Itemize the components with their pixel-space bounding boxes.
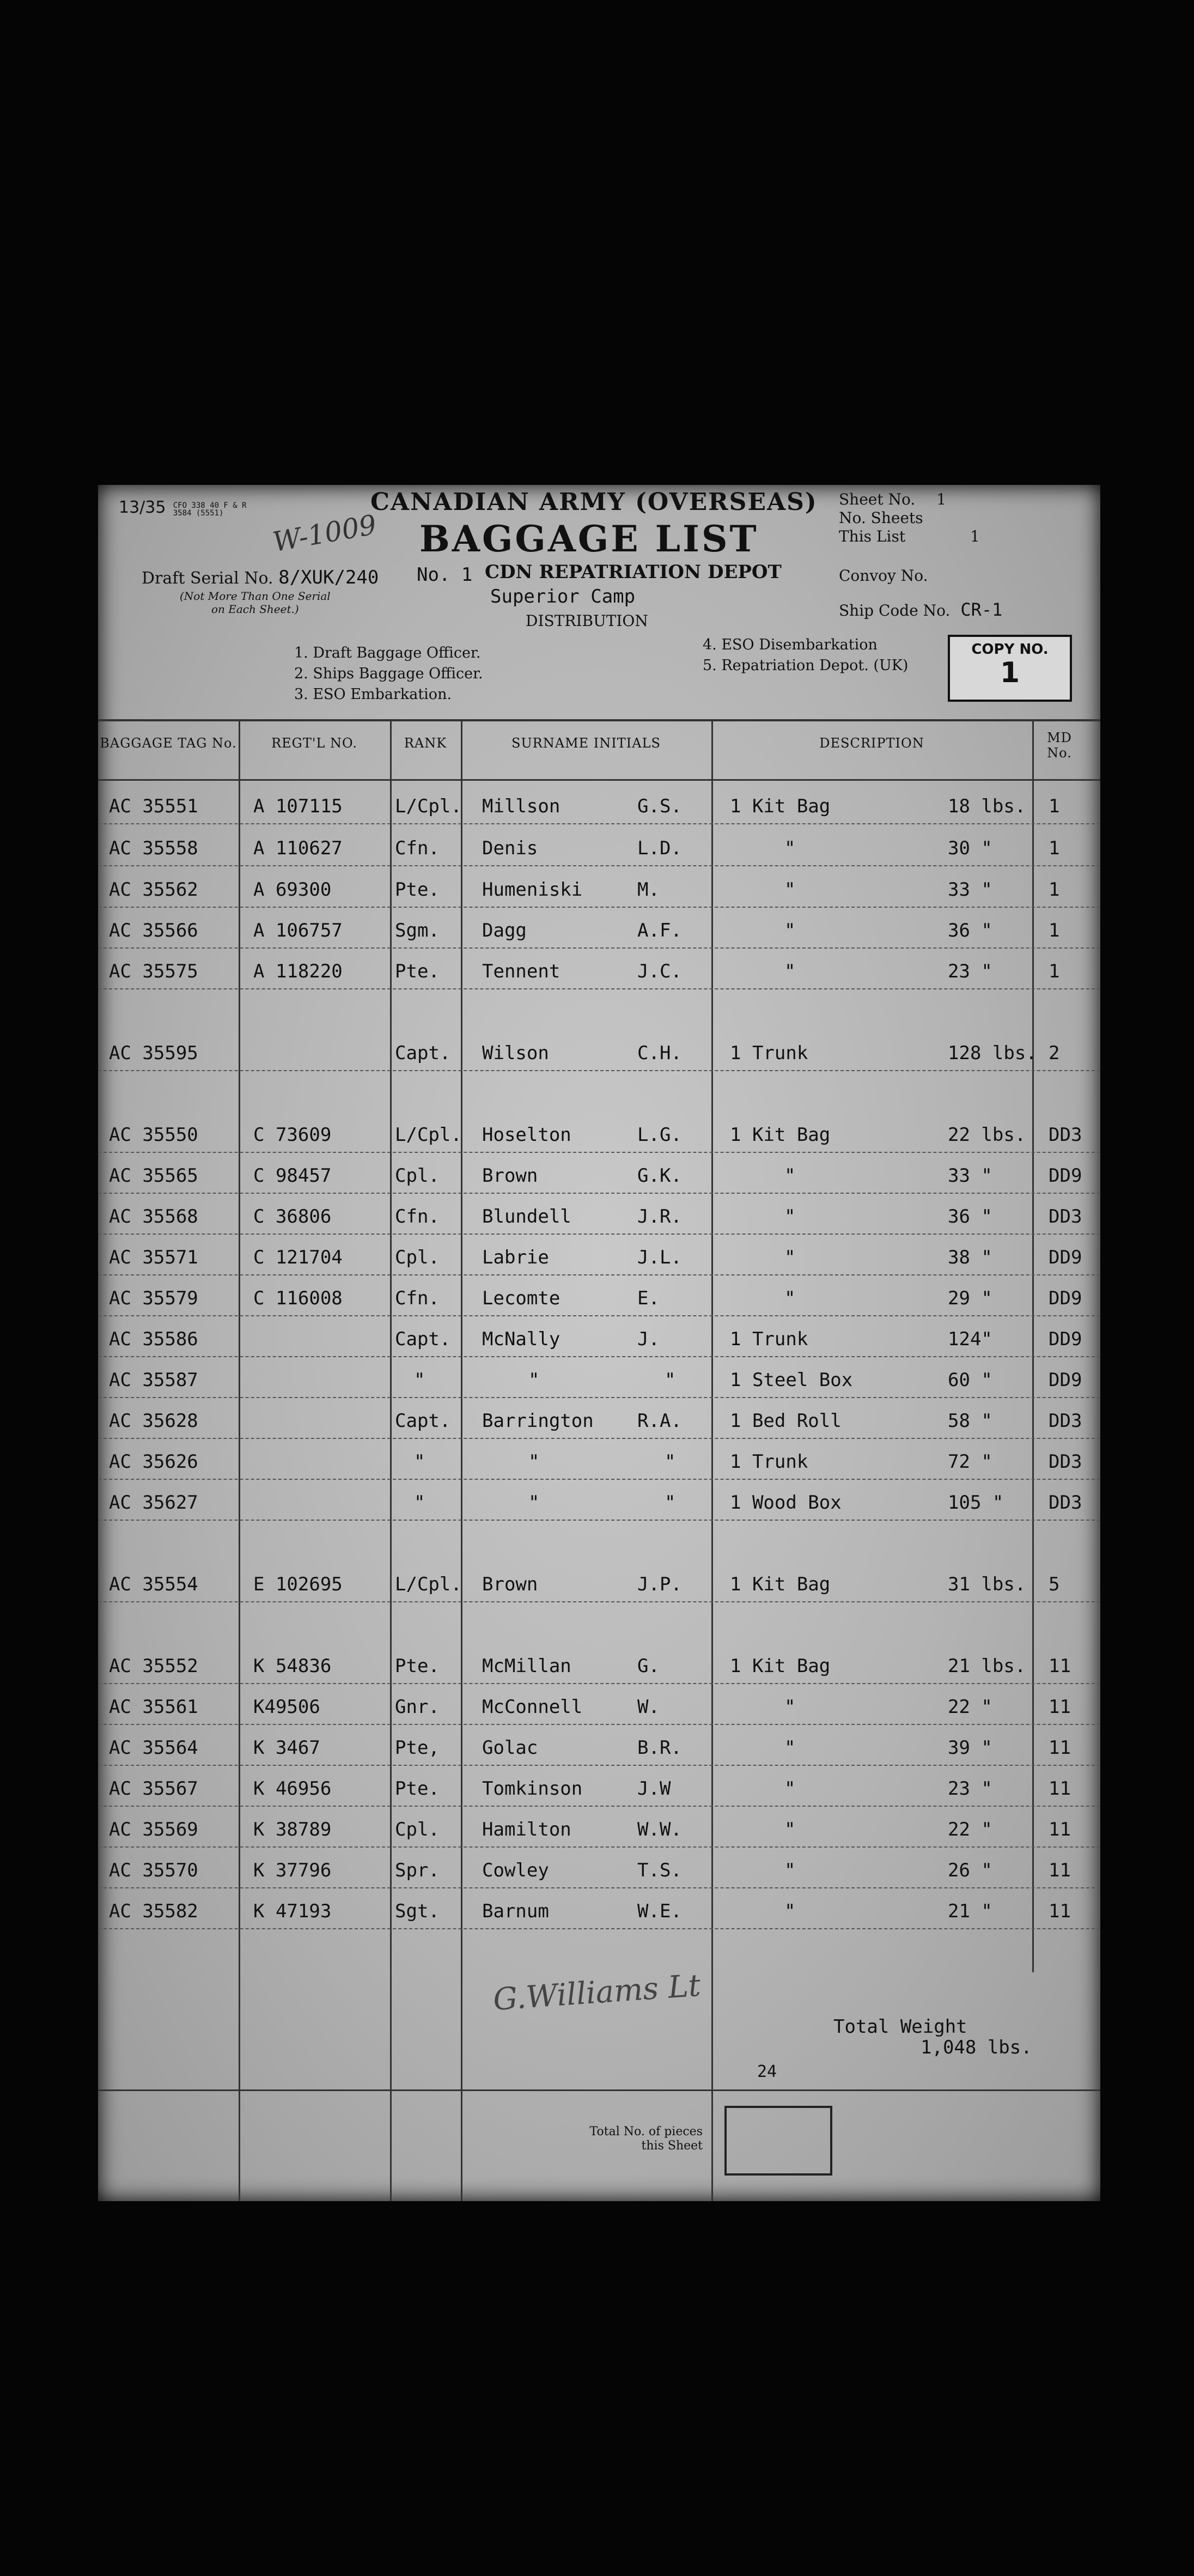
table-row [98,912,1100,950]
row-rule [98,1193,1100,1194]
cell-regt: C 98457 [253,1165,332,1187]
cell-description: 1 Kit Bag [730,1573,831,1595]
cell-rank: Capt. [395,1410,451,1432]
cell-description: " [784,1247,796,1268]
cell-initials: G.K. [637,1165,682,1187]
cell-md: 1 [1049,961,1060,982]
cell-regt: A 69300 [253,879,332,901]
cell-weight: 124" [948,1328,992,1350]
row-rule [98,1520,1100,1521]
header-bottom-rule [98,779,1100,781]
cell-tag: AC 35586 [109,1328,198,1350]
distribution-item-1: 1. Draft Baggage Officer. [294,645,481,661]
convoy-no-label: Convoy No. [839,567,928,585]
row-rule [98,1315,1100,1316]
col-header-md: MD No. [1047,730,1072,761]
cell-description: 1 Wood Box [730,1492,842,1514]
cell-rank: Spr. [395,1860,440,1881]
cell-surname: Cowley [482,1860,549,1881]
cell-initials: G. [637,1655,660,1677]
cell-weight: 22 " [948,1819,992,1840]
cell-surname: Brown [482,1165,538,1187]
cell-md: DD3 [1049,1410,1082,1432]
cell-rank: L/Cpl. [395,1573,462,1595]
cell-weight: 22 " [948,1696,992,1718]
cell-rank: Sgm. [395,920,440,941]
cell-initials: R.A. [637,1410,682,1432]
cell-rank: Capt. [395,1328,451,1350]
cell-surname: McConnell [482,1696,583,1718]
cell-description: " [784,1287,796,1309]
sheet-no [839,490,946,508]
table-row [98,1320,1100,1358]
cell-description: " [784,1165,796,1187]
cell-tag: AC 35575 [109,961,198,982]
cell-weight: 39 " [948,1737,992,1759]
cell-tag: AC 35570 [109,1860,198,1881]
cell-description: 1 Trunk [730,1328,808,1350]
cell-regt: K 46956 [253,1778,332,1800]
total-pieces-label-1: Total No. of pieces [589,2125,703,2138]
baggage-list-sheet [98,485,1100,2201]
row-rule [98,1806,1100,1807]
cell-tag: AC 35564 [109,1737,198,1759]
cell-initials: " [665,1451,676,1473]
cell-rank: Cfn. [395,1206,440,1228]
cell-surname: Wilson [482,1042,549,1064]
cell-surname: Hamilton [482,1819,571,1840]
cell-description: 1 Kit Bag [730,1124,831,1146]
depot-name: CDN REPATRIATION DEPOT [485,561,782,583]
cell-weight: 21 lbs. [948,1655,1026,1677]
camp-name: Superior Camp [490,586,636,607]
sheet-no-value: 1 [936,490,947,508]
sheet-no-label: Sheet No. [839,490,916,508]
cell-regt: E 102695 [253,1573,343,1595]
cell-surname: Millson [482,795,561,817]
table-row [98,829,1100,867]
cell-regt: K 38789 [253,1819,332,1840]
cell-surname: Tennent [482,961,561,982]
cell-description: " [784,1900,796,1922]
table-row [98,1729,1100,1767]
cell-md: 11 [1049,1819,1071,1840]
cell-weight: 31 lbs. [948,1573,1026,1595]
cell-description: 1 Steel Box [730,1369,853,1391]
row-rule [98,823,1100,824]
cell-initials: W. [637,1696,660,1718]
cell-tag: AC 35551 [109,795,198,817]
cell-surname: McNally [482,1328,561,1350]
cell-weight: 36 " [948,920,992,941]
cell-tag: AC 35582 [109,1900,198,1922]
cell-description: " [784,1737,796,1759]
ship-code-value: CR-1 [960,599,1003,620]
cell-tag: AC 35568 [109,1206,198,1228]
cell-initials: E. [637,1287,660,1309]
cell-rank: L/Cpl. [395,795,462,817]
cell-description: " [784,1778,796,1800]
cell-initials: L.G. [637,1124,682,1146]
form-number: 13/35 [119,498,166,517]
table-row [98,1402,1100,1440]
cell-description: " [784,1819,796,1840]
cell-tag: AC 35558 [109,837,198,859]
col-header-rank: RANK [404,736,447,751]
cell-md: DD3 [1049,1206,1082,1228]
row-rule [98,865,1100,866]
cell-surname: Brown [482,1573,538,1595]
cell-weight: 23 " [948,961,992,982]
cell-initials: T.S. [637,1860,682,1881]
cell-rank: Pte. [395,1655,440,1677]
cell-md: DD9 [1049,1369,1082,1391]
cell-initials: " [665,1492,676,1514]
table-row [98,952,1100,991]
cell-md: 11 [1049,1900,1071,1922]
cell-rank: Cfn. [395,837,440,859]
table-row [98,787,1100,825]
cell-weight: 30 " [948,837,992,859]
cell-md: DD9 [1049,1247,1082,1268]
cell-weight: 105 " [948,1492,1004,1514]
table-row [98,1116,1100,1154]
row-rule [98,1683,1100,1684]
copy-no-box [948,635,1072,702]
this-list-label: This List [839,527,906,545]
cell-weight: 26 " [948,1860,992,1881]
cell-description: " [784,961,796,982]
cell-description: " [784,1860,796,1881]
table-row [98,1361,1100,1399]
cell-md: DD9 [1049,1287,1082,1309]
copy-no-value: 1 [1000,657,1020,689]
row-rule [98,947,1100,949]
cell-rank: Cpl. [395,1819,440,1840]
distribution-item-4: 4. ESO Disembarkation [703,636,878,653]
cell-rank: " [414,1451,425,1473]
cell-tag: AC 35579 [109,1287,198,1309]
table-row [98,1688,1100,1726]
cell-description: " [784,1696,796,1718]
total-pieces-label-2: this Sheet [641,2139,703,2153]
cell-rank: Cfn. [395,1287,440,1309]
army-title: CANADIAN ARMY (OVERSEAS) [370,488,818,516]
cell-tag: AC 35561 [109,1696,198,1718]
cell-initials: W.E. [637,1900,682,1922]
cell-initials: B.R. [637,1737,682,1759]
cell-surname: Barnum [482,1900,549,1922]
ship-code-label: Ship Code No. [839,602,951,619]
cell-surname: Tomkinson [482,1778,583,1800]
table-row [98,1647,1100,1685]
cell-weight: 18 lbs. [948,795,1026,817]
cell-description: " [784,879,796,901]
cell-weight: 36 " [948,1206,992,1228]
cell-md: DD3 [1049,1451,1082,1473]
table-row [98,1770,1100,1808]
row-rule [98,1928,1100,1929]
cell-regt: K 37796 [253,1860,332,1881]
cell-initials: J.L. [637,1247,682,1268]
cell-md: DD3 [1049,1492,1082,1514]
row-rule [98,1397,1100,1398]
cell-rank: Pte. [395,1778,440,1800]
cell-tag: AC 35571 [109,1247,198,1268]
form-code-small: CFO 338 40 F & R 3584 (5551) [173,501,247,518]
cell-md: 5 [1049,1573,1060,1595]
table-row [98,1811,1100,1849]
cell-regt: A 110627 [253,837,343,859]
draft-serial-value: 8/XUK/240 [278,567,379,588]
cell-rank: Cpl. [395,1165,440,1187]
form-code [119,498,255,517]
total-pieces-box [724,2106,832,2176]
cell-md: 1 [1049,879,1060,901]
cell-weight: 21 " [948,1900,992,1922]
draft-serial [142,567,379,588]
cell-md: 11 [1049,1737,1071,1759]
cell-surname: McMillan [482,1655,571,1677]
cell-initials: M. [637,879,660,901]
cell-rank: " [414,1492,425,1514]
cell-surname: Barrington [482,1410,594,1432]
cell-rank: Capt. [395,1042,451,1064]
row-rule [98,1479,1100,1480]
cell-description: 1 Trunk [730,1451,808,1473]
pieces-count: 24 [757,2062,777,2081]
cell-regt: K 3467 [253,1737,320,1759]
cell-tag: AC 35554 [109,1573,198,1595]
cell-description: " [784,1206,796,1228]
cell-surname: " [528,1369,540,1391]
cell-initials: J.P. [637,1573,682,1595]
cell-tag: AC 35595 [109,1042,198,1064]
row-rule [98,1356,1100,1357]
table-row [98,1034,1100,1072]
cell-rank: Pte. [395,879,440,901]
table-row [98,1565,1100,1603]
cell-weight: 33 " [948,879,992,901]
cell-tag: AC 35587 [109,1369,198,1391]
cell-rank: Sgt. [395,1900,440,1922]
cell-weight: 72 " [948,1451,992,1473]
cell-rank: Gnr. [395,1696,440,1718]
cell-tag: AC 35627 [109,1492,198,1514]
this-list [839,527,980,545]
cell-initials: W.W. [637,1819,682,1840]
row-rule [98,1765,1100,1766]
footer-rule [98,2089,1100,2091]
total-pieces-label [556,2125,703,2153]
cell-surname: Humeniski [482,879,583,901]
cell-initials: J.W [637,1778,671,1800]
cell-md: 1 [1049,920,1060,941]
cell-md: DD9 [1049,1328,1082,1350]
cell-surname: " [528,1451,540,1473]
cell-weight: 23 " [948,1778,992,1800]
cell-initials: J.R. [637,1206,682,1228]
row-rule [98,1438,1100,1439]
cell-md: 11 [1049,1655,1071,1677]
table-row [98,871,1100,909]
cell-rank: " [414,1369,425,1391]
col-header-surname: SURNAME INITIALS [511,736,661,751]
total-weight-label: Total Weight [833,2016,967,2038]
table-row [98,1484,1100,1522]
row-rule [98,1152,1100,1153]
cell-md: DD9 [1049,1165,1082,1187]
cell-md: 2 [1049,1042,1060,1064]
cell-tag: AC 35550 [109,1124,198,1146]
row-rule [98,907,1100,908]
cell-initials: " [665,1369,676,1391]
row-rule [98,1887,1100,1888]
col-header-description: DESCRIPTION [819,736,924,751]
cell-regt: A 106757 [253,920,343,941]
cell-rank: L/Cpl. [395,1124,462,1146]
cell-description: 1 Trunk [730,1042,808,1064]
table-row [98,1892,1100,1930]
cell-tag: AC 35552 [109,1655,198,1677]
cell-md: DD3 [1049,1124,1082,1146]
row-rule [98,1070,1100,1071]
cell-weight: 33 " [948,1165,992,1187]
cell-description: 1 Kit Bag [730,1655,831,1677]
signature: G.Williams Lt [492,1967,702,2018]
cell-rank: Pte. [395,961,440,982]
cell-initials: C.H. [637,1042,682,1064]
cell-weight: 29 " [948,1287,992,1309]
table-row [98,1443,1100,1481]
handwritten-ref: W-1009 [270,508,379,558]
cell-surname: Dagg [482,920,527,941]
cell-regt: C 36806 [253,1206,332,1228]
table-row [98,1198,1100,1236]
no-sheets-label: No. Sheets [839,509,923,527]
table-row [98,1279,1100,1317]
cell-initials: G.S. [637,795,682,817]
cell-tag: AC 35562 [109,879,198,901]
cell-weight: 38 " [948,1247,992,1268]
draft-serial-note-2: on Each Sheet.) [211,603,299,616]
table-top-rule [98,719,1100,721]
cell-weight: 60 " [948,1369,992,1391]
distribution-list-right [703,635,908,676]
col-header-regt: REGT'L NO. [271,736,357,751]
cell-surname: " [528,1492,540,1514]
total-weight-value: 1,048 lbs. [921,2037,1032,2058]
distribution-item-2: 2. Ships Baggage Officer. [294,665,483,682]
cell-description: 1 Bed Roll [730,1410,842,1432]
cell-initials: J. [637,1328,660,1350]
table-row [98,1851,1100,1890]
cell-description: " [784,837,796,859]
ship-code [839,599,1002,620]
table-row [98,1157,1100,1195]
cell-weight: 22 lbs. [948,1124,1026,1146]
cell-surname: Labrie [482,1247,549,1268]
cell-regt: A 118220 [253,961,343,982]
row-rule [98,1274,1100,1275]
cell-rank: Pte, [395,1737,440,1759]
cell-description: " [784,920,796,941]
cell-initials: J.C. [637,961,682,982]
distribution-item-5: 5. Repatriation Depot. (UK) [703,657,909,674]
cell-surname: Denis [482,837,538,859]
cell-surname: Blundell [482,1206,571,1228]
draft-serial-note-1: (Not More Than One Serial [180,590,331,603]
cell-weight: 128 lbs. [948,1042,1037,1064]
cell-md: 1 [1049,837,1060,859]
cell-regt: K 54836 [253,1655,332,1677]
table-row [98,1238,1100,1277]
cell-tag: AC 35626 [109,1451,198,1473]
cell-rank: Cpl. [395,1247,440,1268]
cell-regt: K49506 [253,1696,320,1718]
cell-initials: L.D. [637,837,682,859]
cell-md: 11 [1049,1696,1071,1718]
cell-regt: C 116008 [253,1287,343,1309]
cell-md: 11 [1049,1860,1071,1881]
cell-regt: A 107115 [253,795,343,817]
cell-surname: Golac [482,1737,538,1759]
col-header-tag: BAGGAGE TAG No. [100,736,237,751]
draft-serial-label: Draft Serial No. [142,569,273,588]
draft-serial-note [180,590,331,616]
this-list-value: 1 [970,527,980,545]
distribution-label: DISTRIBUTION [526,612,648,630]
cell-regt: K 47193 [253,1900,332,1922]
cell-description: 1 Kit Bag [730,795,831,817]
row-rule [98,1846,1100,1848]
cell-md: 1 [1049,795,1060,817]
cell-surname: Hoselton [482,1124,571,1146]
distribution-list-left [294,643,483,705]
distribution-item-3: 3. ESO Embarkation. [294,686,452,703]
cell-tag: AC 35566 [109,920,198,941]
row-rule [98,1234,1100,1235]
cell-md: 11 [1049,1778,1071,1800]
cell-regt: C 121704 [253,1247,343,1268]
cell-initials: A.F. [637,920,682,941]
cell-tag: AC 35567 [109,1778,198,1800]
no-one: No. 1 [417,564,473,586]
cell-weight: 58 " [948,1410,992,1432]
page-title: BAGGAGE LIST [419,518,759,560]
row-rule [98,988,1100,989]
cell-tag: AC 35569 [109,1819,198,1840]
row-rule [98,1724,1100,1725]
row-rule [98,1601,1100,1602]
cell-tag: AC 35628 [109,1410,198,1432]
cell-tag: AC 35565 [109,1165,198,1187]
cell-regt: C 73609 [253,1124,332,1146]
cell-surname: Lecomte [482,1287,561,1309]
copy-no-label: COPY NO. [971,641,1049,658]
